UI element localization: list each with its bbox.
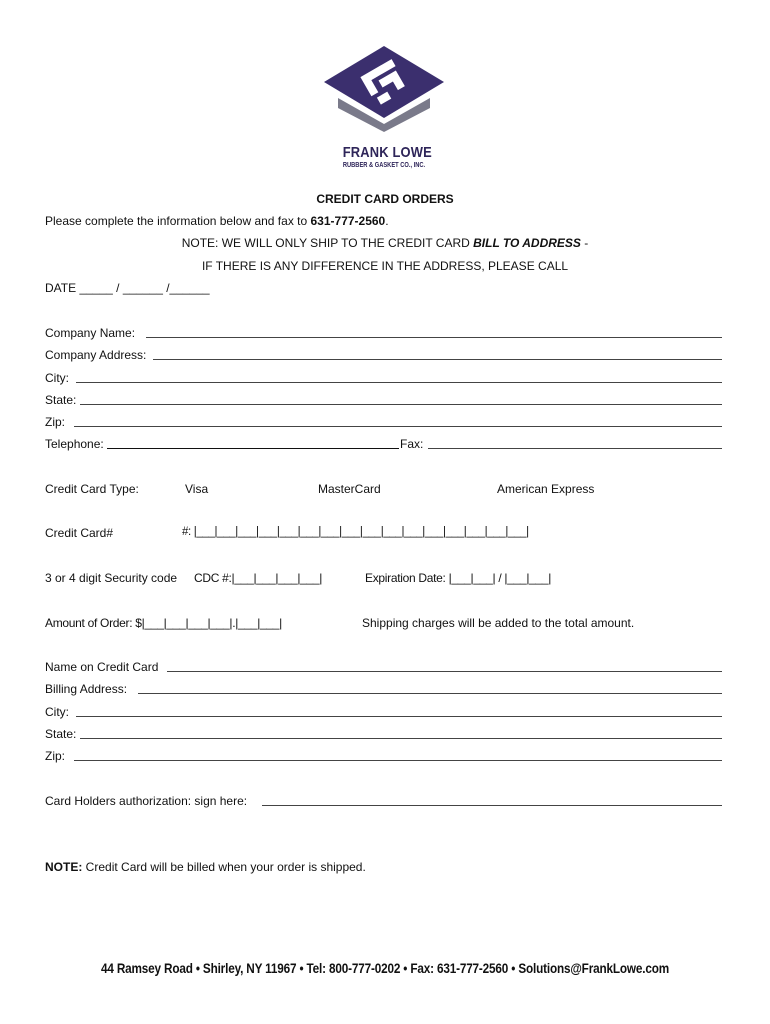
signature-label: Card Holders authorization: sign here: (45, 794, 248, 808)
card-type-label: Credit Card Type: (45, 482, 139, 496)
security-code-label: 3 or 4 digit Security code (45, 571, 178, 585)
intro-text: Please complete the information below and fax to 631-777-2560. (45, 214, 389, 228)
frank-lowe-logo-icon (320, 44, 448, 139)
company-name-label: Company Name: (45, 326, 136, 340)
city-field[interactable] (76, 371, 722, 383)
brand-name: FRANK LOWE (342, 144, 432, 161)
card-type-amex[interactable]: American Express (497, 482, 595, 496)
telephone-field[interactable] (107, 437, 399, 449)
company-name-field[interactable] (146, 326, 722, 338)
state-field[interactable] (80, 393, 722, 405)
company-address-field[interactable] (153, 348, 722, 360)
expiration-field[interactable]: Expiration Date: |___|___| / |___|___| (365, 571, 552, 585)
note-line-1: NOTE: WE WILL ONLY SHIP TO THE CREDIT CARD BILL TO ADDRESS - (181, 236, 589, 250)
telephone-label: Telephone: (45, 437, 104, 451)
card-type-visa[interactable]: Visa (185, 482, 209, 496)
card-number-label: Credit Card# (45, 526, 114, 540)
billing-zip-label: Zip: (45, 749, 66, 763)
amount-field[interactable]: Amount of Order: $|___|___|___|___|.|___|___| (45, 616, 282, 630)
form-title: CREDIT CARD ORDERS (316, 192, 454, 206)
billing-address-label: Billing Address: (45, 682, 128, 696)
fax-number: 631-777-2560 (310, 214, 386, 228)
billing-city-field[interactable] (76, 705, 722, 717)
fax-label: Fax: (400, 437, 424, 451)
billing-zip-field[interactable] (74, 749, 722, 761)
shipping-note: Shipping charges will be added to the total amount. (362, 616, 635, 630)
billing-note-label: NOTE: (45, 860, 83, 874)
fax-field[interactable] (428, 437, 722, 449)
zip-field[interactable] (74, 415, 722, 427)
zip-label: Zip: (45, 415, 66, 429)
date-field[interactable]: DATE _____ / ______ /______ (45, 281, 210, 295)
name-on-card-label: Name on Credit Card (45, 660, 159, 674)
card-number-field[interactable]: #: |___|___|___|___|___|___|___|___|___|___|___|___|___|___|___|___| (182, 526, 529, 538)
billing-state-field[interactable] (80, 727, 722, 739)
state-label: State: (45, 393, 77, 407)
billing-address-field[interactable] (138, 682, 722, 694)
note-line-2: IF THERE IS ANY DIFFERENCE IN THE ADDRESS, PLEASE CALL (201, 259, 569, 273)
company-address-label: Company Address: (45, 348, 147, 362)
signature-field[interactable] (262, 794, 722, 806)
billing-city-label: City: (45, 705, 69, 719)
footer-contact: 44 Ramsey Road • Shirley, NY 11967 • Tel: 800-777-0202 • Fax: 631-777-2560 • Solutions@FrankLowe.com (100, 960, 670, 976)
billing-state-label: State: (45, 727, 77, 741)
card-type-mastercard[interactable]: MasterCard (318, 482, 381, 496)
city-label: City: (45, 371, 69, 385)
cdc-field[interactable]: CDC #:|___|___|___|___| (194, 571, 323, 585)
billing-note: NOTE: Credit Card will be billed when your order is shipped. (45, 860, 366, 874)
name-on-card-field[interactable] (167, 660, 722, 672)
brand-subtitle: RUBBER & GASKET CO., INC. (342, 162, 426, 169)
